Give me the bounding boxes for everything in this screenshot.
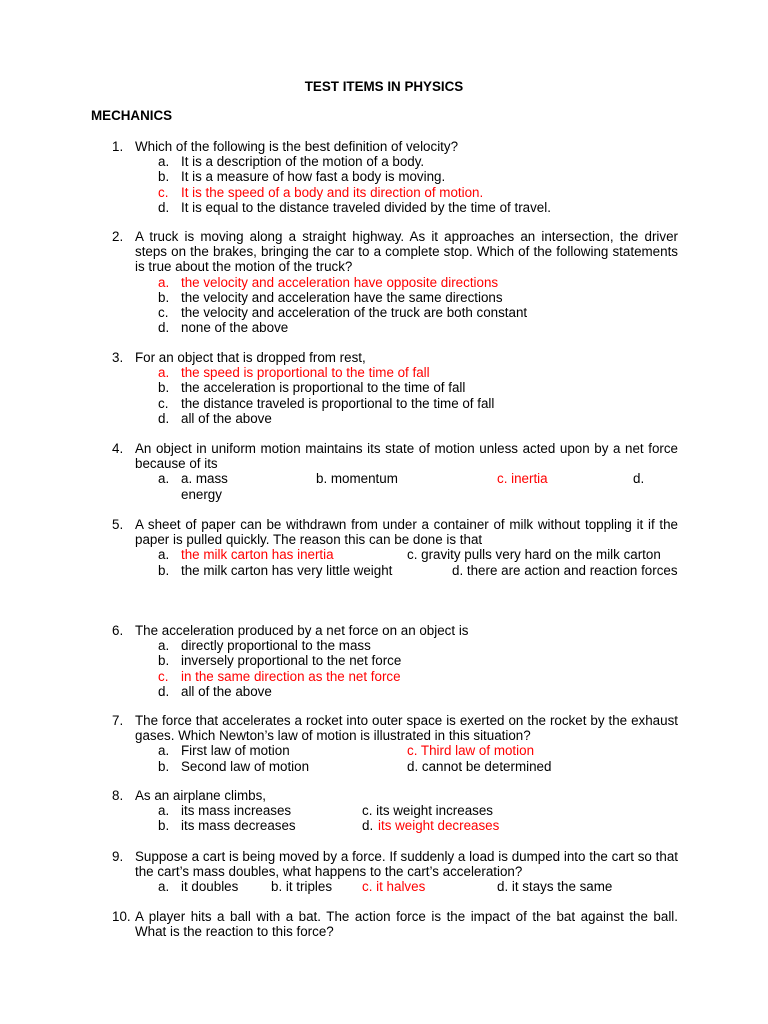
option-text: It is a measure of how fast a body is moving. [181, 169, 446, 185]
option-label: a. [158, 471, 170, 487]
option-text: inversely proportional to the net force [181, 653, 402, 669]
option-b: b. it triples [271, 879, 333, 895]
question-number: 3. [112, 350, 124, 365]
option-c-answer [158, 669, 678, 684]
option-text: energy [181, 486, 222, 502]
question-number: 9. [112, 849, 124, 864]
option-label: d. [158, 683, 170, 699]
option-label: b. [158, 562, 170, 578]
option-d [158, 411, 678, 426]
option-b [158, 563, 407, 578]
option-a [158, 154, 678, 169]
option-label: b. [158, 758, 170, 774]
option-text: the milk carton has inertia [181, 547, 334, 563]
option-label: b. [158, 380, 170, 396]
question-text: The force that accelerates a rocket into outer space is exerted on the rocket by the exhaust gases. Which Newton’s law of motion is illustrated in this situation? [135, 713, 678, 744]
option-label: b. [158, 818, 170, 834]
option-label: a. [158, 743, 170, 759]
option-label: d. [158, 199, 170, 215]
option-d: d. there are action and reaction forces [452, 562, 678, 578]
question-1 [112, 139, 678, 215]
option-c-answer [158, 185, 678, 200]
option-label: b. [158, 169, 170, 185]
option-text: in the same direction as the net force [181, 668, 401, 684]
question-text: Which of the following is the best definition of velocity? [135, 139, 459, 154]
question-text: A sheet of paper can be withdrawn from under a container of milk without toppling it if the paper is pulled quickly. The reason this can be done is that [135, 517, 678, 548]
option-c [158, 305, 678, 320]
question-9 [112, 849, 678, 895]
option-label: a. [158, 803, 170, 819]
question-number: 5. [112, 517, 124, 532]
question-number: 6. [112, 623, 124, 638]
option-a [158, 638, 678, 653]
option-row [158, 471, 678, 486]
option-row [158, 547, 678, 562]
option-a-answer [158, 547, 407, 562]
option-text: directly proportional to the mass [181, 638, 371, 654]
option-b: b. momentum [316, 471, 398, 487]
question-10 [112, 909, 678, 939]
option-d-answer: its weight decreases [378, 818, 500, 834]
option-text: all of the above [181, 683, 272, 699]
option-text: the acceleration is proportional to the time of fall [181, 380, 466, 396]
option-d: d. it stays the same [497, 879, 613, 895]
option-label: a. [158, 547, 170, 563]
option-label: b. [158, 653, 170, 669]
option-label: c. [158, 395, 169, 411]
option-c [158, 396, 678, 411]
option-d [158, 487, 678, 502]
question-text: The acceleration produced by a net force on an object is [135, 623, 469, 638]
option-text: none of the above [181, 320, 289, 336]
option-label: a. [158, 638, 170, 654]
question-8 [112, 788, 678, 834]
option-row [158, 563, 678, 578]
section-heading: MECHANICS [91, 108, 173, 123]
option-b: its mass decreases [181, 818, 296, 834]
question-3 [112, 350, 678, 426]
option-text: the velocity and acceleration of the truck are both constant [181, 305, 528, 321]
option-label: a. [158, 879, 170, 895]
question-number: 2. [112, 229, 124, 244]
question-text: For an object that is dropped from rest, [135, 350, 366, 365]
option-label: c. [158, 305, 169, 321]
option-text: It is equal to the distance traveled divided by the time of travel. [181, 199, 551, 215]
option-label: c. [158, 668, 169, 684]
question-text: A truck is moving along a straight highway. As it approaches an intersection, the driver steps on the brakes, bringing the car to a complete stop. Which of the following statements is true about the motion of the truck? [135, 229, 678, 275]
option-d [158, 320, 678, 335]
question-4 [112, 441, 678, 502]
option-label: b. [158, 289, 170, 305]
option-a-answer [158, 365, 678, 380]
option-d [158, 200, 678, 215]
question-6 [112, 623, 678, 699]
option-c-answer: c. it halves [362, 879, 426, 895]
question-text: An object in uniform motion maintains its state of motion unless acted upon by a net force because of its [135, 441, 678, 472]
option-a: it doubles [181, 879, 239, 895]
option-c-answer: c. Third law of motion [407, 743, 535, 759]
question-7 [112, 713, 678, 774]
option-row [158, 743, 678, 758]
document-title: TEST ITEMS IN PHYSICS [304, 79, 464, 94]
option-d: d. cannot be determined [407, 758, 552, 774]
question-2 [112, 229, 678, 335]
option-label: d. [633, 471, 645, 487]
question-text: Suppose a cart is being moved by a force. If suddenly a load is dumped into the cart so that the cart’s mass doubles, what happens to the cart’s acceleration? [135, 849, 678, 880]
option-row [158, 879, 678, 894]
option-c: c. gravity pulls very hard on the milk carton [407, 547, 661, 563]
question-text: A player hits a ball with a bat. The action force is the impact of the bat against the ball. What is the reaction to this force? [135, 909, 678, 940]
option-label: a. [158, 365, 170, 381]
question-number: 7. [112, 713, 124, 728]
option-b: Second law of motion [181, 758, 310, 774]
option-text: the velocity and acceleration have opposite directions [181, 274, 499, 290]
question-number: 8. [112, 788, 124, 803]
option-c-answer: c. inertia [497, 471, 548, 487]
option-a: a. mass [181, 471, 228, 487]
question-5 [112, 517, 678, 578]
option-b [158, 653, 678, 668]
option-d [158, 684, 678, 699]
option-row [158, 759, 678, 774]
option-b [158, 380, 678, 395]
option-text: the milk carton has very little weight [181, 562, 393, 578]
option-a: First law of motion [181, 743, 290, 759]
option-c: c. its weight increases [362, 803, 493, 819]
question-number: 10. [112, 909, 131, 924]
option-text: the speed is proportional to the time of fall [181, 365, 430, 381]
question-number: 1. [112, 139, 124, 154]
option-label: d. [158, 410, 170, 426]
option-text: the distance traveled is proportional to the time of fall [181, 395, 495, 411]
option-text: the velocity and acceleration have the same directions [181, 289, 503, 305]
option-a-answer [158, 275, 678, 290]
option-label: a. [158, 154, 170, 170]
option-label: a. [158, 274, 170, 290]
option-label: d. [362, 818, 374, 834]
option-label: d. [158, 320, 170, 336]
option-label: c. [158, 184, 169, 200]
option-row [158, 818, 678, 833]
option-text: It is a description of the motion of a body. [181, 154, 425, 170]
question-text: As an airplane climbs, [135, 788, 266, 803]
option-text: It is the speed of a body and its direction of motion. [181, 184, 484, 200]
option-a: its mass increases [181, 803, 292, 819]
question-number: 4. [112, 441, 124, 456]
option-row [158, 803, 678, 818]
option-b [158, 169, 678, 184]
option-text: all of the above [181, 410, 272, 426]
option-b [158, 290, 678, 305]
